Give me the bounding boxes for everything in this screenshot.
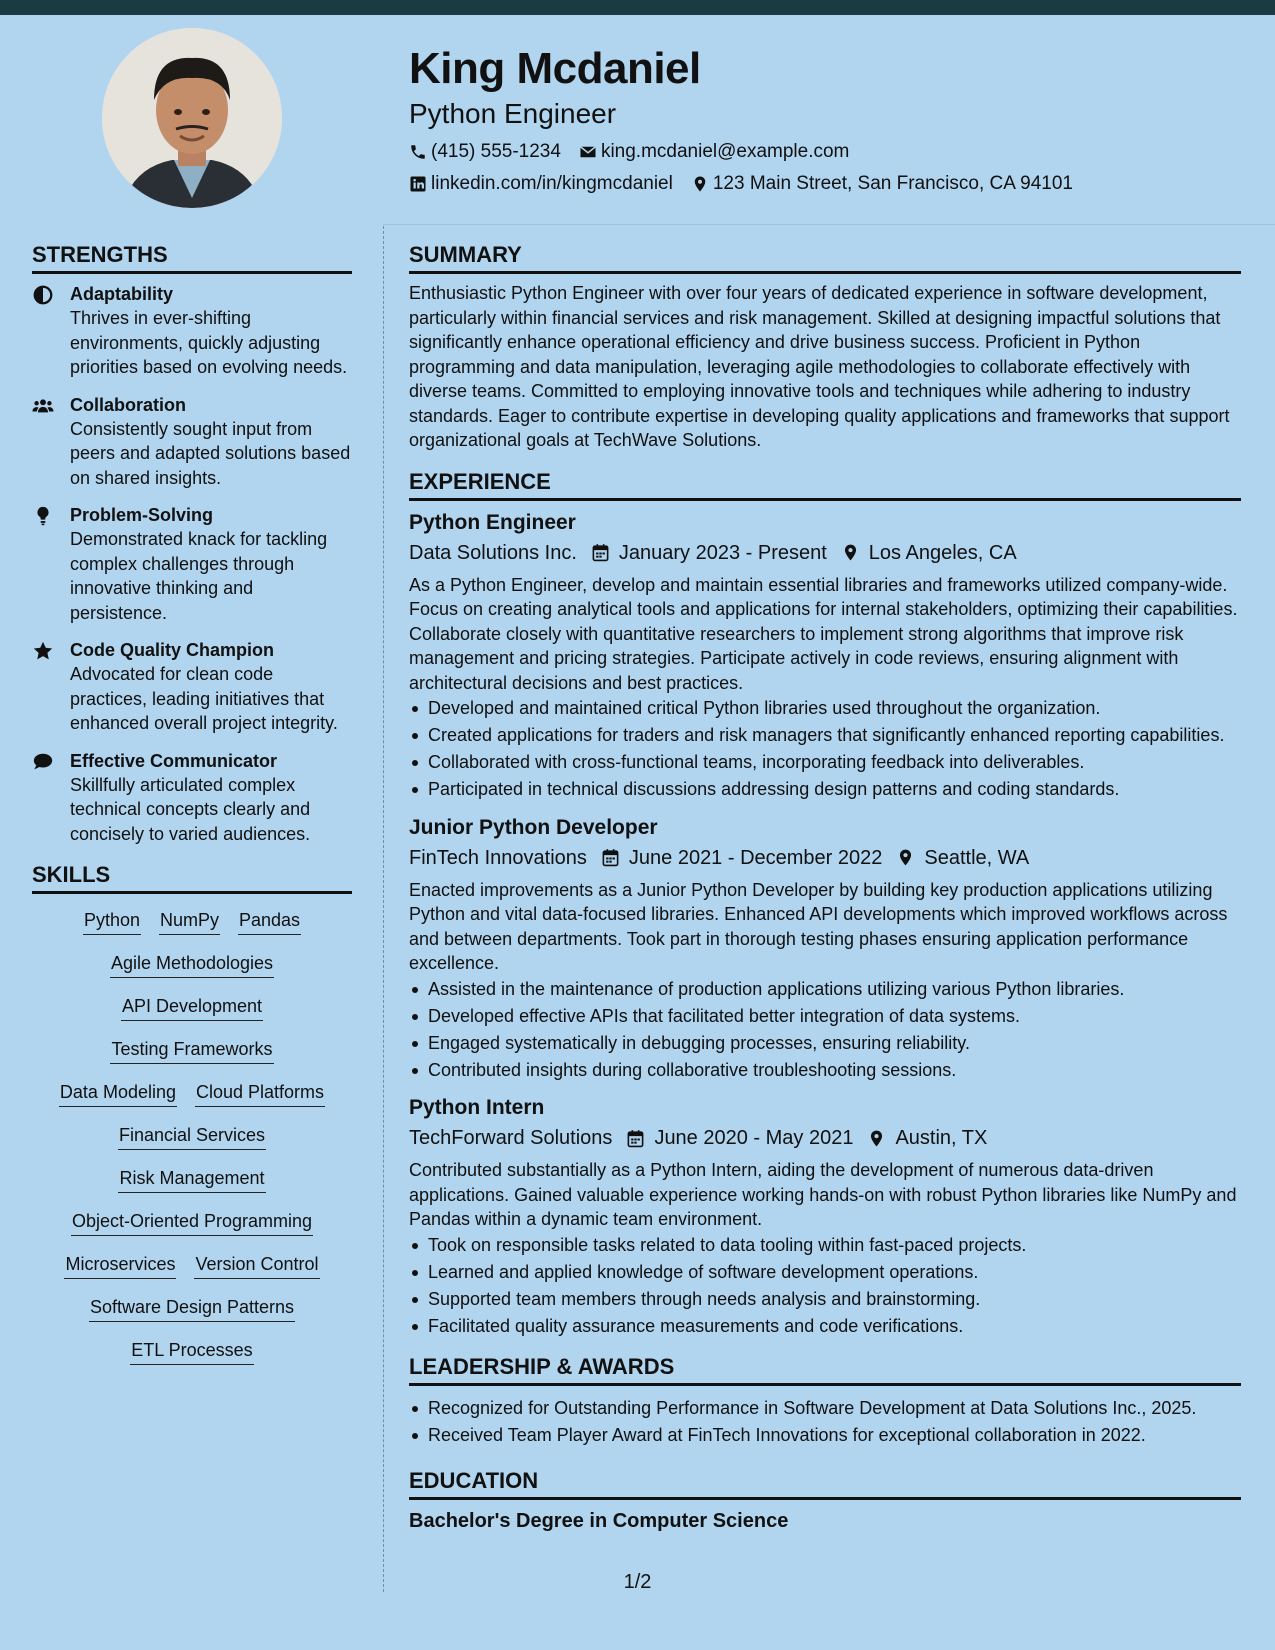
skill-row [32,994,352,1021]
skill-tag: NumPy [159,908,220,935]
strength-item [32,638,352,736]
list-item: Supported team members through needs analysis and brainstorming. [409,1287,1241,1312]
skill-tag: Object-Oriented Programming [71,1209,313,1236]
envelope-icon [579,143,597,161]
address-text: 123 Main Street, San Francisco, CA 94101 [712,173,1073,194]
candidate-name: King Mcdaniel [409,44,701,93]
summary-heading: SUMMARY [409,240,1241,274]
location-pin-icon [896,848,915,867]
list-item: Received Team Player Award at FinTech Innovations for exceptional collaboration in 2022. [409,1423,1241,1448]
address-contact [691,172,1073,196]
strength-item [32,282,352,380]
users-icon [32,395,54,417]
list-item: Assisted in the maintenance of production applications utilizing various Python libraries. [409,977,1241,1002]
skill-tag: Software Design Patterns [89,1295,295,1322]
strength-name: Code Quality Champion [70,640,275,660]
skill-row [32,1123,352,1150]
right-column [409,240,1241,1534]
list-item: Facilitated quality assurance measurements and code verifications. [409,1314,1241,1339]
strength-desc: Consistently sought input from peers and adapted solutions based on shared insights. [70,418,351,488]
job-entry [409,509,1241,802]
strength-desc: Advocated for clean code practices, leading initiatives that enhanced overall project integrity. [70,664,338,733]
skill-tag: Testing Frameworks [110,1037,273,1064]
skill-row [32,951,352,978]
experience-heading: EXPERIENCE [409,467,1241,501]
job-meta [409,844,1241,872]
skills-heading: SKILLS [32,860,352,894]
strength-item [32,749,352,847]
skill-row [32,908,352,935]
strength-desc: Demonstrated knack for tackling complex challenges through innovative thinking and persistence. [70,529,328,623]
skill-tag: Agile Methodologies [110,951,274,978]
list-item: Created applications for traders and risk managers that significantly enhanced reporting capabilities. [409,723,1241,748]
strength-item [32,503,352,625]
job-location: Los Angeles, CA [868,541,1017,564]
skill-tag: Pandas [238,908,301,935]
linkedin-text[interactable]: linkedin.com/in/kingmcdaniel [431,173,673,194]
job-description: Enacted improvements as a Junior Python Developer by building key production applications utilizing Python and vital data-focused libraries. Enhanced API developments which improved workflows across and between departments. Took part in thorough testing phases ensuring application performance excellence. [409,879,1228,973]
job-entry [409,814,1241,1083]
phone-contact [409,140,561,164]
list-item: Recognized for Outstanding Performance in Software Development at Data Solutions Inc., 2025. [409,1396,1241,1421]
top-bar [0,0,1275,15]
list-item: Engaged systematically in debugging processes, ensuring reliability. [409,1031,1241,1056]
strength-desc: Skillfully articulated complex technical concepts clearly and concisely to varied audiences. [70,774,311,844]
location-pin-icon [691,175,709,193]
skill-row [32,1338,352,1365]
job-bullets [409,977,1241,1083]
location-pin-icon [867,1129,886,1148]
job-location: Seattle, WA [924,846,1030,869]
speech-bubble-icon [32,751,54,773]
candidate-title: Python Engineer [409,98,617,129]
job-bullets [409,696,1241,802]
job-title: Python Engineer [409,510,576,534]
summary-text: Enthusiastic Python Engineer with over four years of dedicated experience in software development, particularly within financial services and risk management. Skilled at designing impactful solutions that significantly enhance operational efficiency and drive business success. Proficient in Python programming and data manipulation, leveraging agile methodologies to collaborate effectively with diverse teams. Committed to employing innovative tools and techniques while adhering to industry standards. Eager to contribute expertise in developing quality applications and frameworks that support organizational goals at TechWave Solutions. [409,283,1230,450]
email-text[interactable]: king.mcdaniel@example.com [600,141,850,162]
degree-title: Bachelor's Degree in Computer Science [409,1509,789,1532]
skill-tag: Microservices [64,1252,176,1279]
job-description: As a Python Engineer, develop and maintain essential libraries and frameworks utilized company-wide. Focus on creating analytical tools and applications for internal stakeholders, optimizing their capabilities. Collaborate closely with quantitative researchers to implement strong algorithms that improve risk management and pricing strategies. Participate actively in code reviews, ensuring alignment with architectural decisions and best practices. [409,574,1238,693]
skill-tag: Version Control [194,1252,319,1279]
lightbulb-icon [32,505,54,527]
skills-list [32,902,352,1365]
job-entry [409,1094,1241,1338]
list-item: Took on responsible tasks related to data tooling within fast-paced projects. [409,1233,1241,1258]
location-pin-icon [841,543,860,562]
list-item: Collaborated with cross-functional teams, incorporating feedback into deliverables. [409,750,1241,775]
job-dates: June 2020 - May 2021 [654,1127,854,1149]
skill-tag: Data Modeling [59,1080,177,1107]
header-divider [383,224,1275,225]
skill-tag: Cloud Platforms [195,1080,325,1107]
contact-row-1 [409,140,1249,164]
skill-tag: API Development [121,994,263,1021]
page-number: 1/2 [623,1571,652,1593]
strengths-heading: STRENGTHS [32,240,352,274]
list-item: Participated in technical discussions addressing design patterns and coding standards. [409,777,1241,802]
awards-heading: LEADERSHIP & AWARDS [409,1352,1241,1386]
strength-name: Collaboration [70,394,186,415]
list-item: Contributed insights during collaborative troubleshooting sessions. [409,1058,1241,1083]
job-dates: June 2021 - December 2022 [628,846,883,869]
phone-icon [409,143,427,161]
job-meta [409,539,1241,567]
strength-name: Adaptability [70,284,174,304]
job-dates: January 2023 - Present [618,541,827,564]
company-name: Data Solutions Inc. [409,541,577,564]
company-name: FinTech Innovations [409,846,587,869]
strength-item [32,393,352,491]
job-title: Python Intern [409,1096,545,1119]
email-contact[interactable] [579,140,849,164]
list-item: Learned and applied knowledge of software development operations. [409,1260,1241,1285]
skill-tag: Risk Management [118,1166,265,1193]
skill-row [32,1209,352,1236]
resume-header [409,40,1249,196]
skill-tag: Financial Services [118,1123,266,1150]
job-description: Contributed substantially as a Python Intern, aiding the development of numerous data-driven applications. Gained valuable experience working hands-on with robust Python libraries like NumPy and Pandas within a dynamic team environment. [409,1160,1237,1229]
list-item: Developed and maintained critical Python libraries used throughout the organization. [409,696,1241,721]
left-column [32,240,352,1381]
education-heading: EDUCATION [409,1466,1241,1500]
list-item: Developed effective APIs that facilitated better integration of data systems. [409,1004,1241,1029]
strength-name: Problem-Solving [70,505,214,525]
phone-text: (415) 555-1234 [431,141,561,162]
job-bullets [409,1233,1241,1339]
strength-desc: Thrives in ever-shifting environments, quickly adjusting priorities based on evolving needs. [70,308,348,377]
skill-row [32,1037,352,1064]
calendar-icon [591,543,610,562]
star-icon [32,640,54,662]
skill-row [32,1252,352,1279]
strength-name: Effective Communicator [70,750,278,771]
job-location: Austin, TX [895,1127,988,1149]
calendar-icon [626,1129,645,1148]
skill-tag: ETL Processes [130,1338,253,1365]
half-circle-icon [32,284,54,306]
profile-photo [102,28,282,208]
linkedin-icon [409,175,427,193]
column-divider [383,226,384,1592]
skill-tag: Python [83,908,141,935]
job-meta [409,1124,1241,1152]
company-name: TechForward Solutions [409,1127,613,1149]
skill-row [32,1166,352,1193]
calendar-icon [601,848,620,867]
linkedin-contact[interactable] [409,172,673,196]
skill-row [32,1080,352,1107]
contact-row-2 [409,172,1249,196]
skill-row [32,1295,352,1322]
job-title: Junior Python Developer [409,815,658,839]
awards-list [409,1396,1241,1448]
